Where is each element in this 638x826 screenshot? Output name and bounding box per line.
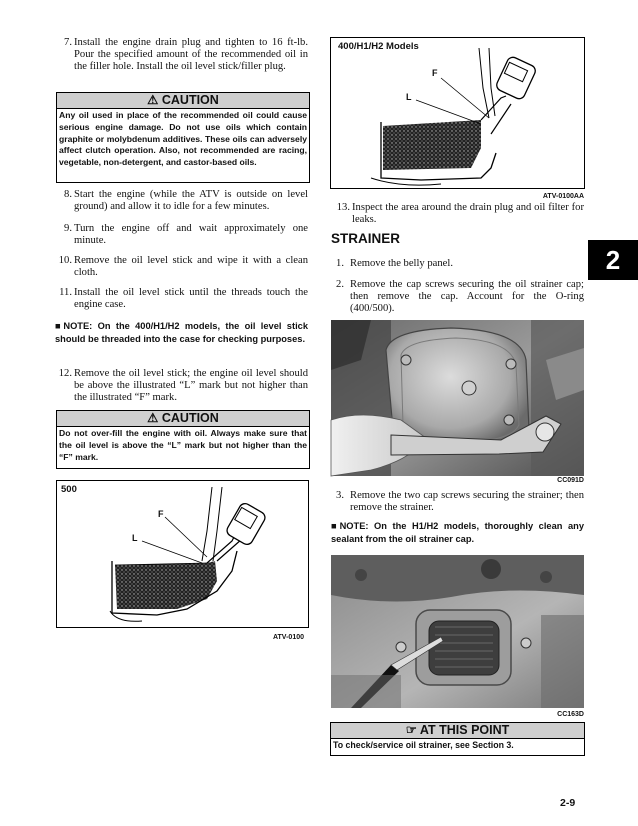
figure-label: 500 (61, 484, 77, 495)
strainer-step-3 (330, 490, 584, 516)
engine-photo (331, 555, 584, 708)
step-text: Turn the engine off and wait approximately one minute. (74, 223, 308, 247)
caution-header: ⚠ CAUTION (57, 411, 309, 427)
figure-code: ATV-0100 (273, 634, 304, 641)
caution-text: Do not over-fill the engine with oil. Always make sure that the oil level is above the “L” mark but not higher than the “F” mark. (59, 428, 307, 462)
mark-l-label: L (406, 92, 412, 102)
step-text: Remove the cap screws securing the oil strainer cap; then remove the cap. Account for the O-ring (400/500). (350, 279, 584, 315)
step-text: Remove the oil level stick; the engine oil level should be above the illustrated “L” mark but not higher than the illustrated “F” mark. (74, 368, 308, 404)
warning-icon: ⚠ (147, 93, 162, 107)
warning-icon: ⚠ (147, 411, 162, 425)
caution-box-overfill (56, 410, 310, 469)
caution-header: ⚠ CAUTION (57, 93, 309, 109)
caution-box-oil (56, 92, 310, 183)
step-number: 9. (64, 223, 72, 234)
step-text: Inspect the area around the drain plug and oil filter for leaks. (352, 202, 584, 226)
step-12 (52, 368, 308, 406)
step-text: Install the engine drain plug and tighten to 16 ft-lb. Pour the specified amount of the recommended oil in the filler hole. Install the oil level stick/filler plug. (74, 37, 308, 73)
section-heading-strainer: STRAINER (331, 231, 401, 246)
mark-f-label: F (158, 509, 164, 519)
step-number: 3. (336, 490, 344, 501)
left-column (52, 0, 308, 826)
at-this-point-box (330, 722, 585, 756)
step-number: 10. (58, 255, 72, 266)
photo-code: CC163D (557, 711, 584, 718)
step-text: Start the engine (while the ATV is outside on level ground) and allow it to idle for a few minutes. (74, 189, 308, 213)
step-number: 2. (336, 279, 344, 290)
note-oil-level-stick: ■NOTE: On the 400/H1/H2 models, the oil level stick should be threaded into the case for checking purposes. (55, 321, 308, 344)
step-7 (52, 37, 308, 87)
step-10 (52, 255, 308, 281)
step-text: Remove the oil level stick and wipe it with a clean cloth. (74, 255, 308, 279)
step-11 (52, 287, 308, 313)
figure-label: 400/H1/H2 Models (338, 41, 419, 52)
step-number: 7. (64, 37, 72, 48)
figure-code: ATV-0100AA (542, 193, 584, 200)
photo-strainer-removal (331, 555, 584, 718)
step-number: 12. (58, 368, 72, 379)
step-number: 8. (64, 189, 72, 200)
step-number: 11. (59, 287, 72, 298)
step-text: Remove the two cap screws securing the strainer; then remove the strainer. (350, 490, 584, 514)
note-sealant: ■NOTE: On the H1/H2 models, thoroughly clean any sealant from the oil strainer cap. (331, 521, 584, 544)
at-this-point-text: To check/service oil strainer, see Section 3. (333, 740, 514, 750)
step-9 (52, 223, 308, 249)
step-number: 13. (336, 202, 350, 213)
step-8 (52, 189, 308, 215)
step-number: 1. (336, 258, 344, 269)
mark-f-label: F (432, 68, 438, 78)
pointing-hand-icon: ☞ (405, 723, 420, 737)
oil-level-illustration (57, 481, 308, 627)
photo-code: CC091D (557, 477, 584, 484)
mark-l-label: L (132, 533, 138, 543)
section-tab: 2 (588, 240, 638, 280)
caution-text: Any oil used in place of the recommended oil could cause serious engine damage. Do not use oils which contain graphite or molybdenum additives. These oils can adversely affect clutch operation. Also, not recommended are racing, vegetable, non-detergent, and castor-based oils. (59, 110, 307, 168)
page-number: 2-9 (560, 797, 576, 809)
at-this-point-header: ☞ AT THIS POINT (331, 723, 584, 739)
step-text: Remove the belly panel. (350, 258, 453, 269)
figure-500-oil-level (56, 480, 309, 641)
step-text: Install the oil level stick until the threads touch the engine case. (74, 287, 308, 311)
